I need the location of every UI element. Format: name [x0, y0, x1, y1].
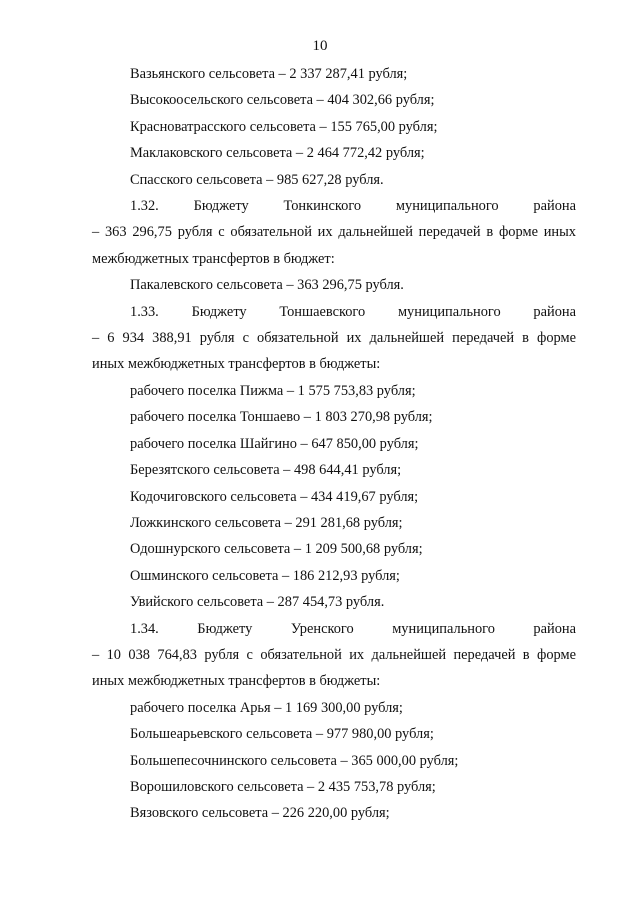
text-line: – 6 934 388,91 рубля с обязательной их дальнейшей передачей в форме — [92, 330, 576, 347]
text-line: Ложкинского сельсовета – 291 281,68 рубля; — [130, 514, 403, 531]
page-number: 10 — [312, 38, 328, 54]
text-line: Спасского сельсовета – 985 627,28 рубля. — [130, 171, 384, 188]
document-body — [92, 61, 576, 827]
text-line: Вязовского сельсовета – 226 220,00 рубля; — [130, 805, 390, 822]
text-line: иных межбюджетных трансфертов в бюджеты: — [92, 673, 381, 690]
text-line: Вазьянского сельсовета – 2 337 287,41 рубля; — [130, 66, 408, 82]
text-line: Березятского сельсовета – 498 644,41 рубля; — [130, 462, 402, 479]
text-line: – 10 038 764,83 рубля с обязательной их дальнейшей передачей в форме — [92, 646, 576, 663]
text-line: иных межбюджетных трансфертов в бюджеты: — [92, 356, 381, 373]
text-line: Высокоосельского сельсовета – 404 302,66 рубля; — [130, 92, 435, 109]
text-line: Увийского сельсовета – 287 454,73 рубля. — [130, 594, 385, 611]
text-line: Ошминского сельсовета – 186 212,93 рубля; — [130, 567, 400, 584]
text-line: Большеарьевского сельсовета – 977 980,00 рубля; — [130, 726, 434, 743]
section-heading-line: 1.34. Бюджету Уренского муниципального района — [130, 620, 576, 637]
text-line: Кодочиговского сельсовета – 434 419,67 рубля; — [130, 488, 419, 505]
text-line: Пакалевского сельсовета – 363 296,75 рубля. — [130, 277, 404, 294]
text-line: рабочего поселка Арья – 1 169 300,00 рубля; — [130, 699, 403, 716]
text-line: Ворошиловского сельсовета – 2 435 753,78 рубля; — [130, 778, 436, 795]
text-line: Большепесочнинского сельсовета – 365 000,00 рубля; — [130, 752, 459, 769]
text-line: – 363 296,75 рубля с обязательной их дальнейшей передачей в форме иных — [92, 224, 576, 241]
text-line: Маклаковского сельсовета – 2 464 772,42 рубля; — [130, 145, 425, 162]
text-line: рабочего поселка Тоншаево – 1 803 270,98 рубля; — [130, 409, 433, 426]
section-heading-line: 1.32. Бюджету Тонкинского муниципального района — [130, 198, 576, 215]
section-heading-line: 1.33. Бюджету Тоншаевского муниципального района — [130, 303, 576, 320]
text-line: рабочего поселка Пижма – 1 575 753,83 рубля; — [130, 382, 416, 399]
text-line: Красноватрасского сельсовета – 155 765,00 рубля; — [130, 118, 438, 135]
text-line: межбюджетных трансфертов в бюджет: — [92, 250, 335, 267]
text-line: Одошнурского сельсовета – 1 209 500,68 рубля; — [130, 541, 423, 558]
text-line: рабочего поселка Шайгино – 647 850,00 рубля; — [130, 435, 419, 452]
